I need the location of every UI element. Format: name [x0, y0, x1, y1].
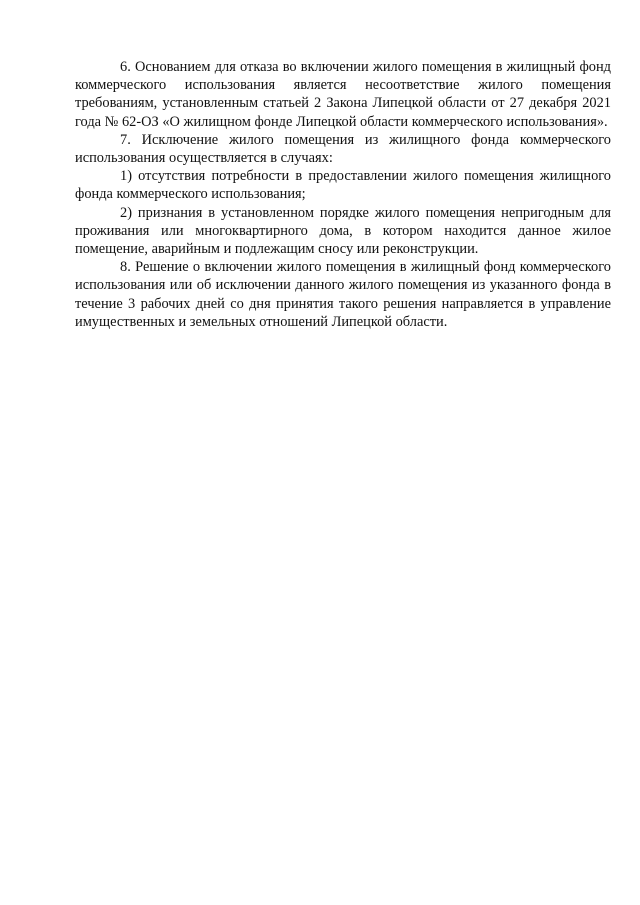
- paragraph-7-item-1: 1) отсутствия потребности в предоставлении жилого помещения жилищного фонда коммерческого использования;: [75, 168, 611, 203]
- paragraph-8: 8. Решение о включении жилого помещения в жилищный фонд коммерческого использования или об исключении данного жилого помещения из указанного фонда в течение 3 рабочих дней со дня принятия такого решения направляется в управление имущественных и земельных отношений Липецкой области.: [75, 259, 611, 330]
- document-body: [75, 58, 611, 331]
- paragraph-7: 7. Исключение жилого помещения из жилищного фонда коммерческого использования осуществляется в случаях:: [75, 131, 611, 167]
- paragraph-7-item-2: 2) признания в установленном порядке жилого помещения непригодным для проживания или многоквартирного дома, в котором находится данное жилое помещение, аварийным и подлежащим сносу или реконструкции.: [75, 204, 611, 258]
- paragraph-6: 6. Основанием для отказа во включении жилого помещения в жилищный фонд коммерческого использования является несоответствие жилого помещения требованиям, установленным статьей 2 Закона Липецкой области от 27 декабря 2021 года № 62-ОЗ «О жилищном фонде Липецкой области коммерческого использования».: [75, 59, 611, 130]
